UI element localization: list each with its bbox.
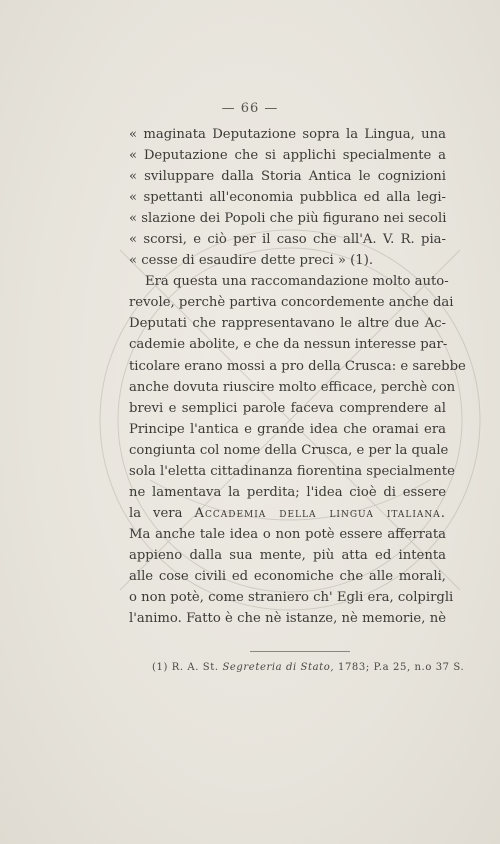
text-line: Era questa una raccomandazione molto auto-: [145, 274, 449, 290]
text-line: « sviluppare dalla Storia Antica le cognizioni: [129, 169, 446, 185]
text-line: anche dovuta riuscire molto efficace, perchè con: [129, 379, 456, 395]
footnote-italic: Segreteria di Stato,: [222, 662, 335, 673]
text-line: Deputati che rappresentavano le altre due Ac-: [129, 316, 446, 332]
text-line: cademie abolite, e che da nessun interesse par-: [129, 337, 448, 353]
text-line: brevi e semplici parole faceva comprendere al: [129, 400, 446, 416]
footnote-prefix: (1) R. A. St.: [152, 662, 219, 673]
text-line: congiunta col nome della Crusca, e per la quale: [129, 442, 449, 458]
body-text: [129, 124, 466, 629]
text-line: ne lamentava la perdita; l'idea cioè di essere: [129, 484, 446, 500]
text-line: « spettanti all'economia pubblica ed alla legi-: [129, 190, 446, 206]
text-line: Ma anche tale idea o non potè essere afferrata: [129, 526, 446, 542]
text-line: revole, perchè partiva concordemente anche dai: [129, 295, 454, 311]
text-line: o non potè, come straniero ch' Egli era, colpirgli: [129, 590, 454, 606]
text-line: ticolare erano mossi a pro della Crusca: e sarebbe: [129, 358, 466, 374]
text-fragment: la vera: [129, 505, 183, 521]
text-line: « scorsi, e ciò per il caso che all'A. V. R. pia-: [129, 232, 446, 248]
page-number: — 66 —: [221, 101, 279, 116]
text-line: Principe l'antica e grande idea che oramai era: [129, 421, 446, 437]
text-line: « maginata Deputazione sopra la Lingua, una: [129, 127, 446, 142]
accademia-title: Accademia della lingua italiana.: [194, 505, 446, 521]
text-line: alle cose civili ed economiche che alle morali,: [129, 568, 446, 584]
text-line: [129, 503, 446, 524]
text-line: sola l'eletta cittadinanza fiorentina specialmente: [129, 463, 455, 479]
text-line: « Deputazione che si applichi specialmente a: [129, 148, 446, 164]
footnote: [152, 662, 465, 673]
footnote-divider: [250, 651, 350, 652]
text-line: l'animo. Fatto è che nè istanze, nè memorie, nè: [129, 611, 446, 627]
text-line: « slazione dei Popoli che più figurano nei secoli: [129, 211, 447, 227]
footnote-suffix: 1783; P.a 25, n.o 37 S.: [338, 662, 465, 673]
text-line: « cesse di esaudire dette preci » (1).: [129, 253, 374, 269]
text-line: appieno dalla sua mente, più atta ed intenta: [129, 547, 446, 563]
